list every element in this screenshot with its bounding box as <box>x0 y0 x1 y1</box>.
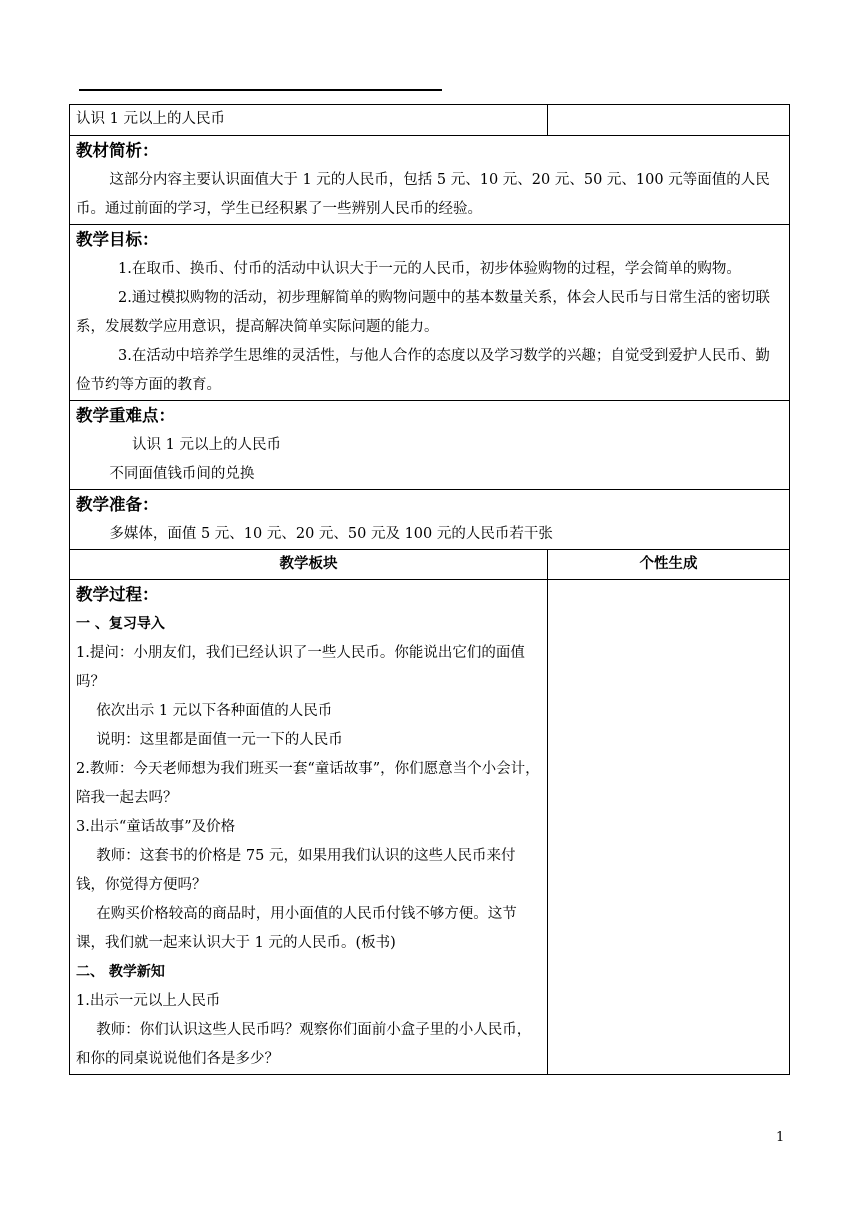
goal-item-2: 2.通过模拟购物的活动，初步理解简单的购物问题中的基本数量关系，体会人民币与日常生活的密切联系，发展数学应用意识，提高解决简单实际问题的能力。 <box>76 290 770 335</box>
keypoints-heading: 教学重难点： <box>76 406 175 425</box>
page-number: 1 <box>776 1130 785 1145</box>
process-paragraph-2: 依次出示 1 元以下各种面值的人民币 <box>96 703 333 719</box>
keypoints-section <box>70 401 790 490</box>
column-header-right: 个性生成 <box>548 550 790 580</box>
process-paragraph-4: 2.教师：今天老师想为我们班买一套“童话故事”，你们愿意当个小会计，陪我一起去吗？ <box>76 761 540 806</box>
process-part-2-heading: 二、 教学新知 <box>76 964 165 980</box>
goals-section <box>70 225 790 401</box>
lesson-plan-table <box>69 104 790 1075</box>
lesson-title: 认识 1 元以上的人民币 <box>76 111 225 127</box>
analysis-section <box>70 136 790 225</box>
prep-heading: 教学准备： <box>76 495 159 514</box>
column-header-left: 教学板块 <box>70 550 548 580</box>
prep-section <box>70 490 790 550</box>
process-paragraph-5: 3.出示“童话故事”及价格 <box>76 819 236 835</box>
process-paragraph-7: 在购买价格较高的商品时，用小面值的人民币付钱不够方便。这节课，我们就一起来认识大于 1 元的人民币。(板书) <box>76 906 517 951</box>
keypoint-item-2: 不同面值钱币间的兑换 <box>109 466 255 482</box>
personal-notes-cell <box>548 580 790 1075</box>
analysis-text: 这部分内容主要认识面值大于 1 元的人民币，包括 5 元、10 元、20 元、50 元、100 元等面值的人民币。通过前面的学习，学生已经积累了一些辨别人民币的经验。 <box>76 172 770 217</box>
process-paragraph-9: 教师：你们认识这些人民币吗？观察你们面前小盒子里的小人民币，和你的同桌说说他们各是多少？ <box>76 1022 532 1067</box>
process-paragraph-1: 1.提问：小朋友们，我们已经认识了一些人民币。你能说出它们的面值吗？ <box>76 645 525 690</box>
goal-item-3: 3.在活动中培养学生思维的灵活性，与他人合作的态度以及学习数学的兴趣；自觉受到爱护人民币、勤俭节约等方面的教育。 <box>76 348 770 393</box>
header-rule <box>79 89 442 91</box>
goals-heading: 教学目标： <box>76 230 159 249</box>
process-paragraph-6: 教师：这套书的价格是 75 元，如果用我们认识的这些人民币来付钱，你觉得方便吗？ <box>76 848 516 893</box>
keypoint-item-1: 认识 1 元以上的人民币 <box>132 437 281 453</box>
process-heading: 教学过程： <box>76 585 159 604</box>
process-part-1-heading: 一 、复习导入 <box>76 616 165 632</box>
process-section <box>70 580 548 1075</box>
process-paragraph-8: 1.出示一元以上人民币 <box>76 993 221 1009</box>
process-paragraph-3: 说明：这里都是面值一元一下的人民币 <box>96 732 343 748</box>
prep-text: 多媒体，面值 5 元、10 元、20 元、50 元及 100 元的人民币若干张 <box>109 526 553 542</box>
lesson-title-right-cell <box>548 105 790 136</box>
lesson-title-cell <box>70 105 548 136</box>
analysis-heading: 教材简析： <box>76 141 159 160</box>
goal-item-1: 1.在取币、换币、付币的活动中认识大于一元的人民币，初步体验购物的过程，学会简单的购物。 <box>118 261 741 277</box>
